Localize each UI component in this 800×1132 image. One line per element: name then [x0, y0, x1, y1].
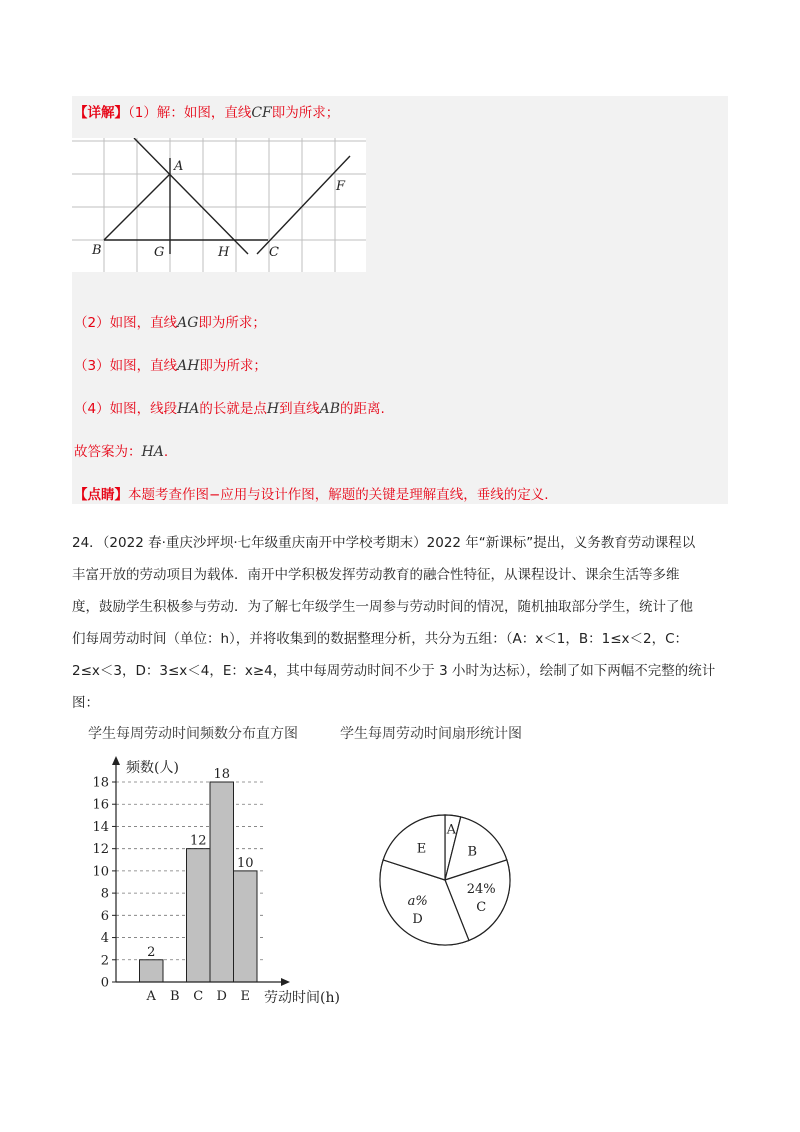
y-tick-label-16: 16	[92, 797, 109, 813]
pie-label-C: C	[476, 900, 487, 916]
pie-label-B: B	[467, 844, 478, 860]
pie-label-D: D	[412, 912, 423, 928]
histogram-chart	[90, 752, 380, 1012]
histogram-y-ticks	[92, 776, 116, 991]
pie-slices	[380, 815, 510, 945]
y-tick-label-4: 4	[100, 931, 109, 947]
histogram-xlabel: 劳动时间(h)	[264, 990, 340, 1006]
y-tick-label-0: 0	[100, 975, 109, 991]
answer-line: 故答案为：HA.	[74, 444, 169, 460]
x-tick-label-B: B	[169, 989, 180, 1004]
y-tick-label-12: 12	[92, 842, 109, 858]
histogram-title: 学生每周劳动时间频数分布直方图	[88, 726, 298, 742]
comment-tag: 【点睛】	[74, 487, 128, 503]
solution-line-3: （3）如图，直线AH即为所求；	[74, 358, 267, 374]
pie-pct-label-C: 24%	[466, 882, 496, 898]
comment-line: 【点睛】本题考查作图−应用与设计作图，解题的关键是理解直线，垂线的定义.	[74, 487, 549, 503]
bar-C	[187, 849, 211, 982]
solution-line-2: （2）如图，直线AG即为所求；	[74, 315, 266, 331]
label-H: H	[218, 245, 230, 260]
y-tick-label-2: 2	[100, 953, 109, 969]
pie-label-A: A	[446, 822, 457, 838]
pie-chart	[370, 805, 520, 955]
pie-pct-label-D: a%	[407, 894, 428, 910]
label-G: G	[154, 245, 165, 260]
problem-line-1: 24．（2022 春·重庆沙坪坝·七年级重庆南开中学校考期末）2022 年“新课标”提出，义务教育劳动课程以	[72, 535, 696, 551]
histogram-bars	[140, 782, 258, 982]
bar-A	[140, 960, 164, 982]
x-axis-arrow	[281, 978, 290, 986]
problem-24	[72, 527, 732, 719]
problem-line-4: 们每周劳动时间（单位：h），并将收集到的数据整理分析，共分为五组：（A：x＜1，B：1≤x＜2，C：	[72, 631, 689, 647]
pie-label-E: E	[416, 841, 427, 857]
histogram-x-ticks	[146, 989, 250, 1004]
x-tick-label-C: C	[193, 989, 204, 1004]
detail-tag: 【详解】	[74, 105, 128, 121]
x-tick-label-A: A	[146, 989, 156, 1004]
solution-line-4: （4）如图，线段HA的长就是点H到直线AB的距离.	[74, 401, 385, 417]
x-tick-label-E: E	[240, 989, 250, 1004]
bar-E	[234, 871, 258, 982]
problem-line-5: 2≤x＜3，D：3≤x＜4，E：x≥4，其中每周劳动时间不少于 3 小时为达标），绘制了如下两幅不完整的统计	[72, 663, 716, 679]
data-label-C: 12	[189, 833, 207, 849]
data-label-D: 18	[213, 767, 231, 782]
data-label-E: 10	[236, 855, 254, 871]
label-A: A	[174, 159, 184, 174]
grid-figure	[72, 138, 366, 272]
pie-title: 学生每周劳动时间扇形统计图	[340, 726, 522, 742]
bar-D	[210, 782, 234, 982]
problem-line-6: 图：	[72, 695, 99, 711]
y-tick-label-6: 6	[100, 908, 109, 924]
data-label-A: 2	[147, 944, 156, 960]
label-B: B	[92, 243, 102, 258]
x-tick-label-D: D	[216, 989, 227, 1004]
y-tick-label-18: 18	[92, 775, 109, 791]
problem-line-3: 度，鼓励学生积极参与劳动．为了解七年级学生一周参与劳动时间的情况，随机抽取部分学生，统计了他	[72, 599, 693, 615]
y-tick-label-14: 14	[92, 819, 109, 835]
y-tick-label-8: 8	[100, 886, 109, 902]
y-tick-label-10: 10	[92, 864, 109, 880]
problem-line-2: 丰富开放的劳动项目为载体．南开中学积极发挥劳动教育的融合性特征，从课程设计、课余生活等多维	[72, 567, 680, 583]
label-C: C	[269, 245, 279, 260]
label-F: F	[336, 179, 346, 194]
histogram-ylabel: 频数(人)	[126, 760, 179, 776]
solution-line-1: 【详解】（1）解：如图，直线CF即为所求；	[74, 105, 340, 121]
y-axis-arrow	[112, 756, 120, 765]
